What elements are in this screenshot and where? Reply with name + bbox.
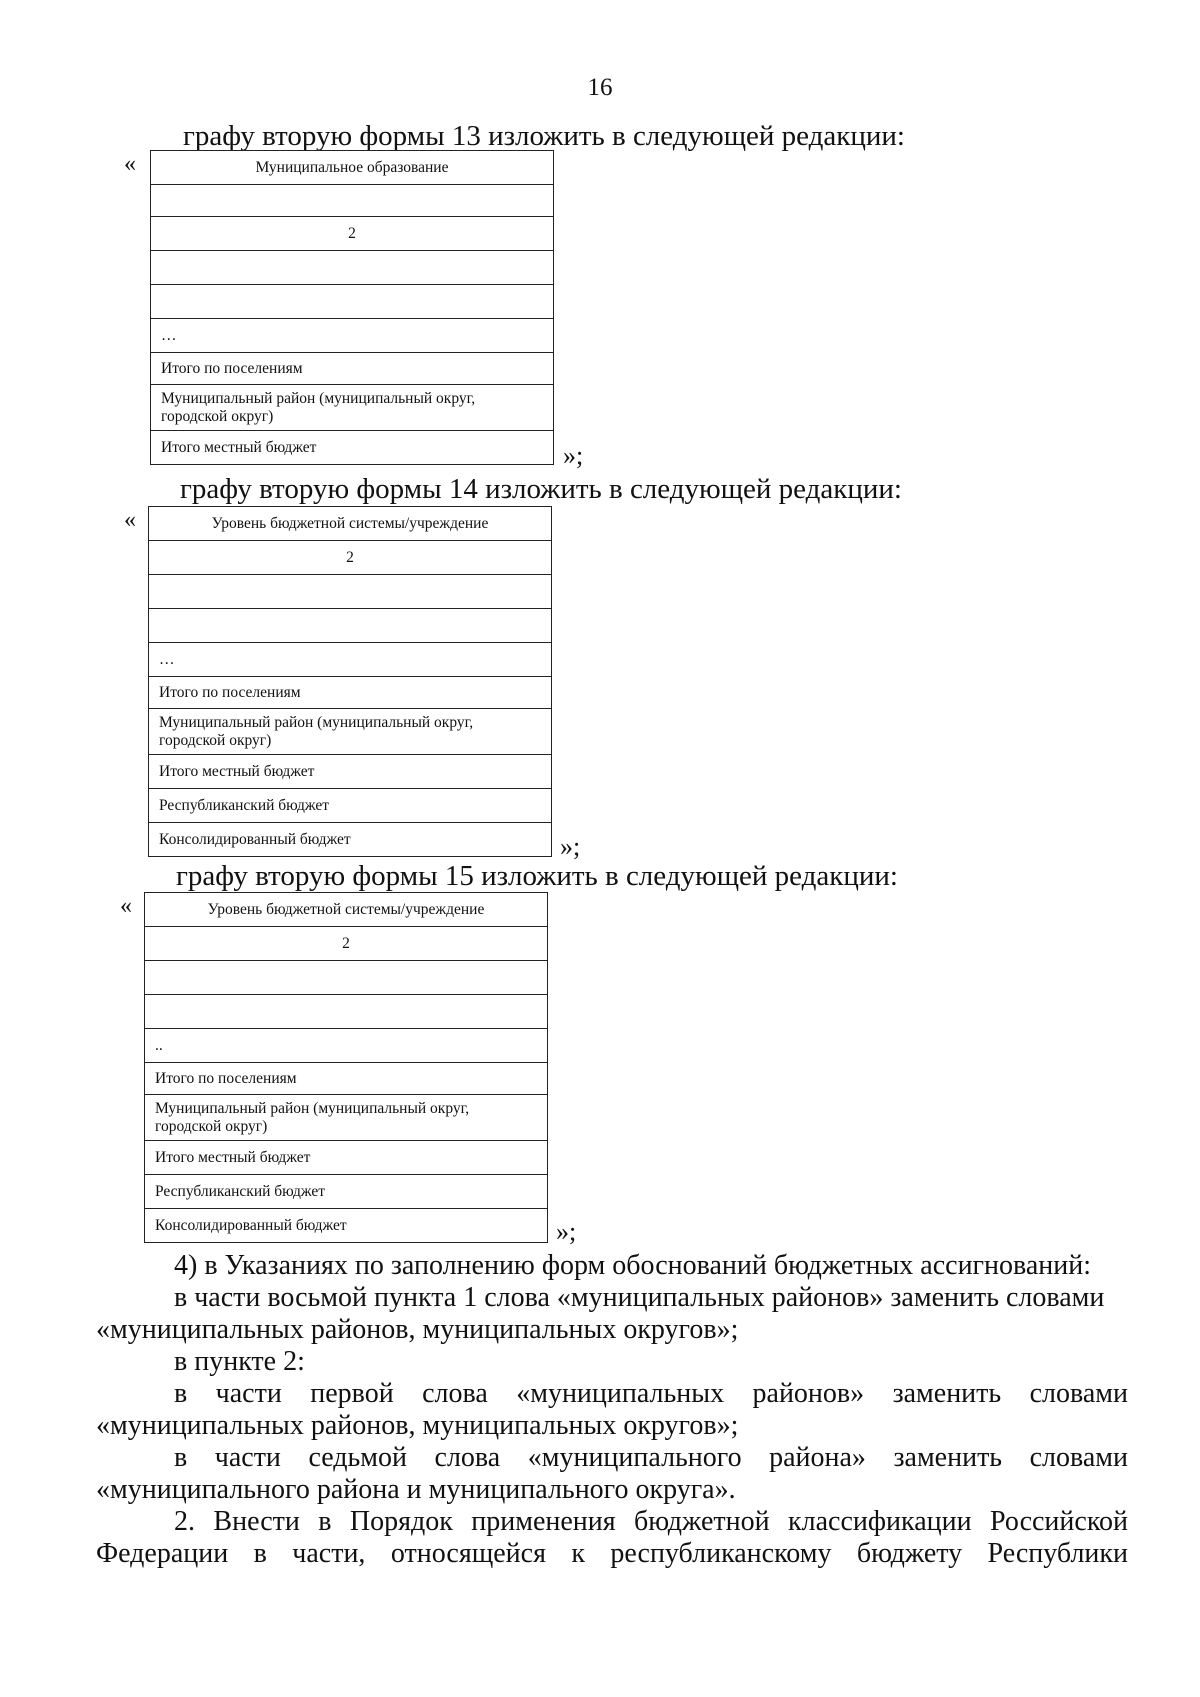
table-cell: Итого по поселениям [149,677,552,709]
table-cell: .. [145,1029,548,1063]
paragraph-line: 2. Внести в Порядок применения бюджетной классификации Российской [174,1506,1128,1537]
table-cell: … [149,643,552,677]
close-quote: »; [556,1217,577,1246]
table-cell: Итого местный бюджет [145,1141,548,1175]
page-number: 16 [587,74,613,101]
paragraph-line: «муниципальных районов, муниципальных округов»; [96,1314,739,1345]
section-form-14-heading: графу вторую формы 14 изложить в следующей редакции: [180,473,902,505]
table-cell [151,251,554,285]
paragraph-line: в части первой слова «муниципальных районов» заменить словами [174,1378,1128,1409]
table-cell [149,575,552,609]
table-cell: Республиканский бюджет [149,789,552,823]
open-quote: « [124,151,136,177]
table-cell [145,995,548,1029]
paragraph-line: в пункте 2: [174,1346,305,1377]
paragraph-line: «муниципальных районов, муниципальных округов»; [96,1410,739,1441]
paragraph-line: «муниципального района и муниципального округа». [96,1474,736,1505]
table-cell: Муниципальное образование [151,151,554,185]
table-cell: Муниципальный район (муниципальный округ, городской округ) [151,385,554,431]
close-quote: »; [560,832,581,861]
table-cell: Муниципальный район (муниципальный округ, городской округ) [149,709,552,755]
table-cell: Уровень бюджетной системы/учреждение [145,893,548,927]
paragraph-line: в части восьмой пункта 1 слова «муниципальных районов» заменить словами [174,1282,1105,1313]
table-cell: Республиканский бюджет [145,1175,548,1209]
table-cell: 2 [151,217,554,251]
table-cell: Итого местный бюджет [149,755,552,789]
table-cell: Итого по поселениям [145,1063,548,1095]
open-quote: « [120,893,132,919]
table-cell [151,185,554,217]
table-cell: 2 [145,927,548,961]
table-cell: Консолидированный бюджет [149,823,552,857]
body-text [96,1250,1128,1570]
table-cell: … [151,319,554,353]
paragraph-line: 4) в Указаниях по заполнению форм обоснований бюджетных ассигнований: [174,1250,1092,1281]
table-cell: Итого местный бюджет [151,431,554,465]
table-cell [145,961,548,995]
table-cell: Уровень бюджетной системы/учреждение [149,507,552,541]
section-form-15-heading: графу вторую формы 15 изложить в следующей редакции: [176,860,898,892]
paragraph-line: в части седьмой слова «муниципального района» заменить словами [174,1442,1128,1473]
form-13-column-table [150,150,554,465]
table-cell: 2 [149,541,552,575]
table-cell [149,609,552,643]
table-cell: Итого по поселениям [151,353,554,385]
form-14-column-table [148,506,552,857]
form-15-column-table [144,892,548,1243]
paragraph-line: Федерации в части, относящейся к республиканскому бюджету Республики [96,1538,1128,1569]
open-quote: « [124,507,136,533]
table-cell: Консолидированный бюджет [145,1209,548,1243]
table-cell [151,285,554,319]
table-cell: Муниципальный район (муниципальный округ, городской округ) [145,1095,548,1141]
section-form-13-heading: графу вторую формы 13 изложить в следующей редакции: [183,120,905,152]
close-quote: »; [563,441,584,470]
